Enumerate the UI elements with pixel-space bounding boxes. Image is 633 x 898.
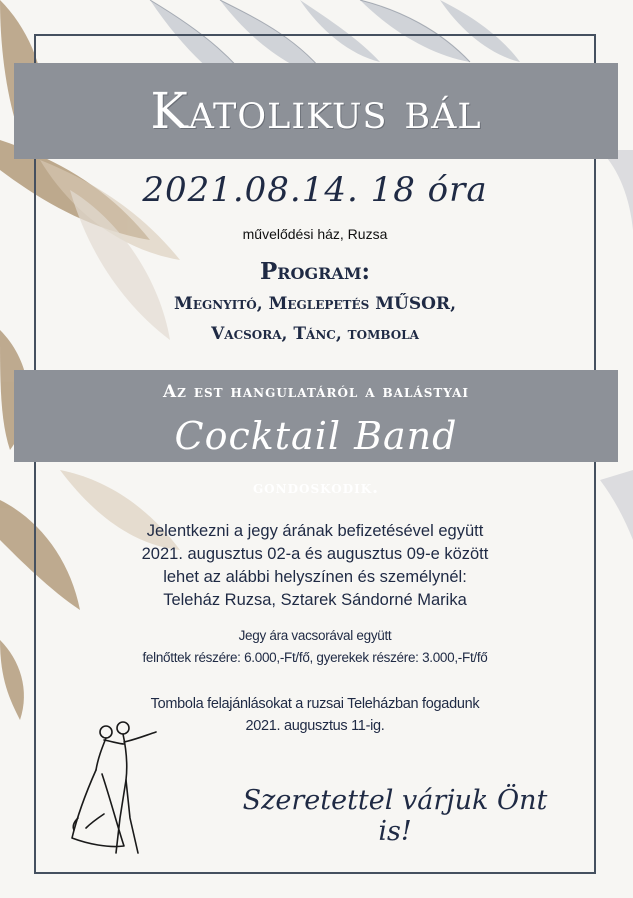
price-line-1: Jegy ára vacsorával együtt [238,628,392,643]
band-name: Cocktail Band [174,414,458,458]
program-line-2: Vacsora, Tánc, tombola [211,324,419,344]
registration-line-3: lehet az alábbi helyszínen és személynél: [163,568,467,586]
tombola-line-2: 2021. augusztus 11-ig. [245,718,385,734]
event-venue: művelődési ház, Ruzsa [242,226,388,242]
registration-line-2: 2021. augusztus 02-a és augusztus 09-e között [141,545,489,563]
ticket-price-info [34,625,596,669]
dancing-couple-icon [68,718,168,860]
registration-line-1: Jelentkezni a jegy árának befizetésével együtt [146,522,484,540]
price-line-2: felnőttek részére: 6.000,-Ft/fő, gyerekek részére: 3.000,-Ft/fő [142,650,488,665]
registration-info [34,520,596,612]
closing-message: Szeretettel várjuk Önt is! [242,785,548,847]
band-outro: gondoskodik. [252,478,380,498]
program-heading: Program: [259,258,371,285]
event-title: Katolikus bál [150,82,482,140]
tombola-line-1: Tombola felajánlásokat a ruzsai Teleházban fogadunk [150,696,480,712]
band-intro: Az est hangulatáról a balástyai [162,382,470,402]
program-line-1: Megnyitó, Meglepetés MŰSOR, [174,294,456,314]
event-date: 2021.08.14. 18 óra [142,170,488,210]
registration-line-4: Teleház Ruzsa, Sztarek Sándorné Marika [163,591,467,609]
